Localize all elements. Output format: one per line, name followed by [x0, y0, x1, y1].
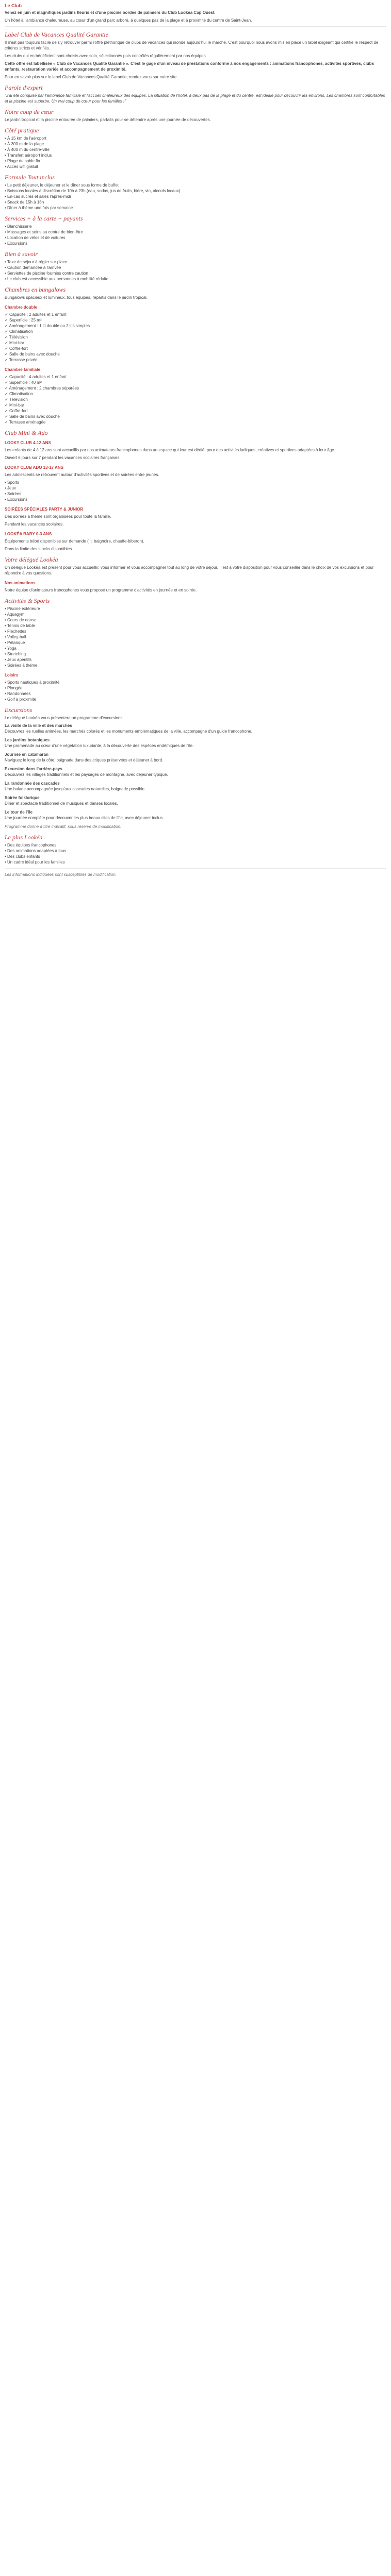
list-item: • Caution demandée à l'arrivée [5, 265, 386, 270]
list-item: • Tennis de table [5, 623, 386, 629]
excursion-title: Soirée folklorique [5, 795, 40, 800]
list-item: • Transfert aéroport inclus [5, 152, 386, 158]
list-item: ✓ Terrasse privée [5, 357, 386, 363]
list-item: ✓ Climatisation [5, 391, 386, 397]
bienetre-title: Bien à savoir [5, 250, 38, 258]
list-item: ✓ Mini-bar [5, 402, 386, 408]
excursion-item [5, 781, 386, 792]
excursion-text: Naviguez le long de la côte, baignade dans des criques préservées et déjeuner à bord. [5, 758, 164, 762]
list-item: • Accès wifi gratuit [5, 164, 386, 170]
list-item: • Volley-ball [5, 634, 386, 640]
list-item: ✓ Climatisation [5, 329, 386, 334]
list-item: • À 300 m de la plage [5, 141, 386, 147]
chambre-double-list [5, 312, 386, 363]
list-item: • Location de vélos et de voitures [5, 235, 386, 241]
chambre-double-title: Chambre double [5, 305, 38, 310]
page-title: Le Club [5, 3, 22, 8]
list-item: • Taxe de séjour à régler sur place [5, 259, 386, 265]
formule-list [5, 182, 386, 211]
excursion-text: Découvrez les ruelles animées, les marchés colorés et les monuments emblématiques de la ville, accompagné d'un guide francophone. [5, 729, 253, 734]
looky-club-text: Les enfants de 4 à 12 ans sont accueillis par nos animateurs francophones dans un espace qui leur est dédié, pour des activités ludiques, créatives et sportives adaptées à leur âge. [5, 448, 335, 452]
delegue-title: Votre délégué Lookéa [5, 556, 58, 563]
excursion-title: Excursion dans l'arrière-pays [5, 767, 62, 771]
party-junior-title: SOIRÉES SPÉCIALES PARTY & JUNIOR [5, 507, 84, 512]
coeur-text: Le jardin tropical et la piscine entourée de palmiers, parfaits pour se détendre après une journée de découvertes. [5, 117, 211, 122]
lookea-baby-title: LOOKÉA BABY 0-3 ANS [5, 532, 52, 536]
list-item: • Serviettes de piscine fournies contre caution [5, 270, 386, 276]
list-item: ✓ Coffre-fort [5, 408, 386, 414]
list-item: • Soirées [5, 491, 386, 497]
list-item: • À 15 km de l'aéroport [5, 135, 386, 141]
list-item: • En-cas sucrés et salés l'après-midi [5, 194, 386, 199]
list-item: ✓ Terrasse aménagée [5, 419, 386, 425]
lookea-baby-text2: Dans la limite des stocks disponibles. [5, 547, 73, 551]
label-p3: Cette offre est labellisée « Club de Vacances Qualité Garantie ». C'est le gage d'un niveau de prestations conforme à nos engagements : animations francophones, activités sportives, clubs enfants, restauration variée et accompagnement de proximité. [5, 61, 374, 72]
parole-text: "J'ai été conquise par l'ambiance familiale et l'accueil chaleureux des équipes. La situation de l'hôtel, à deux pas de la plage et du centre, est idéale pour découvrir les environs. Les chambres sont confortables et la piscine est superbe. Un vrai coup de cœur pour les familles !" [5, 93, 385, 104]
looky-club-text2: Ouvert 6 jours sur 7 pendant les vacances scolaires françaises. [5, 455, 121, 460]
list-item: • Des animations adaptées à tous [5, 848, 386, 854]
list-item: • Aquagym [5, 612, 386, 617]
animations-title: Nos animations [5, 581, 36, 585]
chambres-title: Chambres en bungalows [5, 286, 66, 293]
list-item: • Sports [5, 480, 386, 485]
intro-bold: Venez en juin et magnifiques jardins fleuris et d'une piscine bordée de palmiers du Club Lookéa Cap Ouest. [5, 10, 216, 15]
list-item: • Sports nautiques à proximité [5, 680, 386, 685]
list-item: • Jeux [5, 485, 386, 491]
list-item: • Des équipes francophones [5, 842, 386, 848]
page [0, 0, 391, 877]
formule-title: Formule Tout inclus [5, 174, 55, 181]
list-item: • Soirées à thème [5, 663, 386, 668]
list-item: • Plongée [5, 685, 386, 691]
excursion-item [5, 809, 386, 821]
list-item: ✓ Mini-bar [5, 340, 386, 346]
label-title: Label Club de Vacances Qualité Garantie [5, 31, 108, 38]
coeur-title: Notre coup de cœur [5, 108, 54, 115]
label-p2: Les clubs qui en bénéficient sont choisis avec soin, sélectionnés puis contrôlés régulièrement par nos équipes. [5, 54, 207, 58]
loisirs-list [5, 680, 386, 702]
divider [5, 868, 386, 869]
list-item: ✓ Aménagement : 1 lit double ou 2 lits simples [5, 323, 386, 329]
looky-ado-list [5, 480, 386, 502]
list-item: ✓ Télévision [5, 334, 386, 340]
parole-title: Parole d'expert [5, 84, 43, 91]
excursion-item [5, 766, 386, 777]
excursion-text: Une journée complète pour découvrir les plus beaux sites de l'île, avec déjeuner inclus. [5, 816, 164, 820]
chambres-intro: Bungalows spacieux et lumineux, tous équipés, répartis dans le jardin tropical. [5, 295, 148, 300]
list-item: • Un cadre idéal pour les familles [5, 859, 386, 865]
list-item: • Golf à proximité [5, 697, 386, 702]
list-item: ✓ Aménagement : 2 chambres séparées [5, 385, 386, 391]
excursion-title: La visite de la ville et des marchés [5, 723, 72, 728]
excursion-title: Les jardins botaniques [5, 738, 50, 742]
list-item: • À 400 m du centre-ville [5, 147, 386, 152]
list-item: • Blanchisserie [5, 224, 386, 229]
animations-text: Notre équipe d'animateurs francophones vous propose un programme d'activités en journée et en soirée. [5, 588, 197, 592]
excursions-intro: Le délégué Lookéa vous présentera un programme d'excursions. [5, 716, 124, 720]
list-item: • Boissons locales à discrétion de 10h à 23h (eau, sodas, jus de fruits, bière, vin, alcools locaux) [5, 188, 386, 194]
list-item: • Randonnées [5, 691, 386, 697]
label-p1: Il n'est pas toujours facile de s'y retrouver parmi l'offre pléthorique de clubs de vacances qui inonde aujourd'hui le marché. C'est pourquoi nous avons mis en place un label exigeant qui certifie le respect de critères stricts et vérifiés. [5, 40, 379, 50]
services-title: Services + à la carte + payants [5, 215, 83, 222]
list-item: ✓ Coffre-fort [5, 346, 386, 351]
list-item: • Piscine extérieure [5, 606, 386, 612]
list-item: ✓ Superficie : 25 m² [5, 317, 386, 323]
excursion-item [5, 795, 386, 806]
divider [5, 26, 386, 27]
excursion-item [5, 752, 386, 763]
looky-ado-text: Les adolescents se retrouvent autour d'activités sportives et de soirées entre jeunes. [5, 472, 159, 477]
sports-title: Activités & Sports [5, 597, 50, 604]
excursion-title: Journée en catamaran [5, 752, 48, 757]
chambre-familiale-title: Chambre familiale [5, 367, 40, 372]
excursion-text: Une promenade au cœur d'une végétation luxuriante, à la découverte des espèces endémiques de l'île. [5, 743, 194, 748]
excursion-title: Le tour de l'île [5, 810, 32, 815]
list-item: ✓ Salle de bains avec douche [5, 414, 386, 419]
club-mini-title: Club Mini & Ado [5, 429, 48, 436]
excursions-note: Programme donné à titre indicatif, sous réserve de modification. [5, 824, 122, 829]
excursions-title: Excursions [5, 706, 32, 714]
list-item: • Cours de danse [5, 617, 386, 623]
excursion-item [5, 723, 386, 734]
list-item: • Plage de sable fin [5, 158, 386, 164]
rappel-title: Le plus Lookéa [5, 834, 43, 841]
pratique-title: Côté pratique [5, 127, 39, 134]
list-item: • Excursions [5, 241, 386, 246]
label-p4: Pour en savoir plus sur le label Club de Vacances Qualité Garantie, rendez-vous sur notre site. [5, 75, 178, 79]
list-item: ✓ Capacité : 2 adultes et 1 enfant [5, 312, 386, 317]
bienetre-list [5, 259, 386, 282]
lookea-baby-text: Équipements bébé disponibles sur demande (lit, baignoire, chauffe-biberon). [5, 539, 144, 544]
delegue-text: Un délégué Lookéa est présent pour vous accueillir, vous informer et vous accompagner tout au long de votre séjour. Il est à votre disposition pour vous conseiller dans le choix de vos excursions et pour répondre à vos questions. [5, 565, 374, 575]
excursion-item [5, 737, 386, 749]
list-item: • Le club est accessible aux personnes à mobilité réduite [5, 276, 386, 282]
excursion-text: Dîner et spectacle traditionnel de musiques et danses locales. [5, 801, 118, 806]
list-item: • Massages et soins au centre de bien-être [5, 229, 386, 235]
excursion-text: Une balade accompagnée jusqu'aux cascades naturelles, baignade possible. [5, 787, 146, 791]
list-item: • Excursions [5, 497, 386, 502]
list-item: • Snack de 15h à 18h [5, 199, 386, 205]
intro-text: Un hôtel à l'ambiance chaleureuse, au cœur d'un grand parc arboré, à quelques pas de la plage et à proximité du centre de Saint-Jean. [5, 18, 252, 23]
excursion-text: Découvrez les villages traditionnels et les paysages de montagne, avec déjeuner typique. [5, 772, 168, 777]
list-item: ✓ Capacité : 4 adultes et 1 enfant [5, 374, 386, 380]
list-item: • Jeux apéritifs [5, 657, 386, 663]
looky-ado-title: LOOKY CLUB ADO 13-17 ANS [5, 465, 63, 470]
list-item: • Des clubs enfants [5, 854, 386, 859]
list-item: ✓ Superficie : 40 m² [5, 380, 386, 385]
pratique-list [5, 135, 386, 170]
list-item: • Fléchettes [5, 629, 386, 634]
list-item: • Yoga [5, 646, 386, 651]
list-item: ✓ Télévision [5, 397, 386, 402]
looky-club-title: LOOKY CLUB 4-12 ANS [5, 440, 51, 445]
party-junior-text: Des soirées à thème sont organisées pour toute la famille. [5, 514, 111, 519]
party-junior-text2: Pendant les vacances scolaires. [5, 522, 64, 527]
list-item: • Le petit déjeuner, le déjeuner et le dîner sous forme de buffet [5, 182, 386, 188]
list-item: • Stretching [5, 651, 386, 657]
excursion-title: La randonnée des cascades [5, 781, 60, 786]
services-list [5, 224, 386, 246]
loisirs-title: Loisirs [5, 673, 19, 677]
sports-list [5, 606, 386, 668]
rappel-list [5, 842, 386, 865]
list-item: • Dîner à thème une fois par semaine [5, 205, 386, 211]
chambre-familiale-list [5, 374, 386, 425]
list-item: ✓ Salle de bains avec douche [5, 351, 386, 357]
list-item: • Pétanque [5, 640, 386, 646]
footer-note: Les informations indiquées sont susceptibles de modification. [5, 872, 117, 877]
